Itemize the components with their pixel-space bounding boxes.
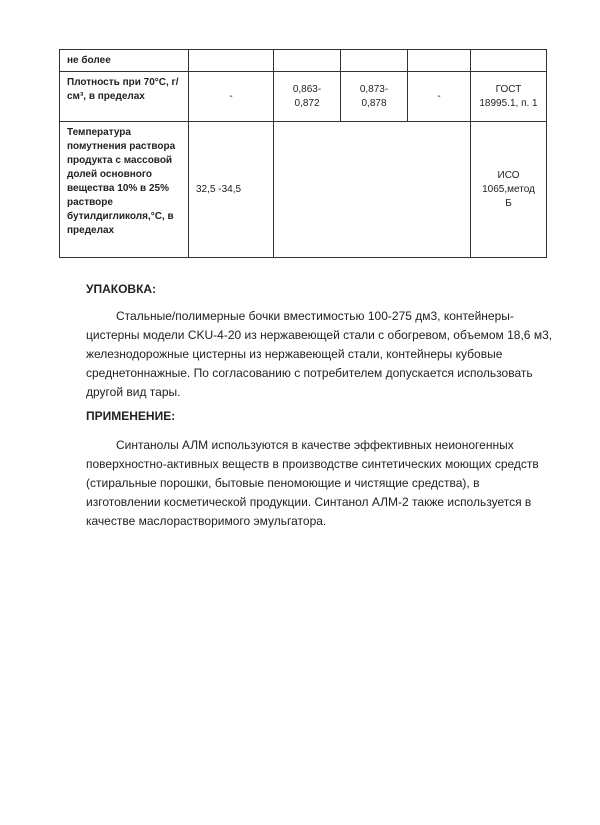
packaging-heading: УПАКОВКА:: [86, 282, 157, 296]
table-row: [60, 72, 547, 122]
table-cell: 0,873-0,878: [341, 72, 408, 122]
table-cell: [189, 50, 274, 72]
row-label: Температура помутнения раствора продукта с массовой долей основного вещества 10% в 25% растворе бутилдигликоля,°С, в пределах: [60, 122, 189, 258]
table-cell: -: [189, 72, 274, 122]
row-label: Плотность при 70°С, г/см³, в пределах: [60, 72, 189, 122]
table-cell: ИСО 1065,метод Б: [471, 122, 547, 258]
table-cell: [274, 50, 341, 72]
table-cell: [341, 50, 408, 72]
table-cell: -: [408, 72, 471, 122]
table-cell-merged: [274, 122, 471, 258]
row-label: не более: [60, 50, 189, 72]
specification-table: [59, 49, 547, 258]
application-heading: ПРИМЕНЕНИЕ:: [86, 409, 176, 423]
packaging-paragraph: Стальные/полимерные бочки вместимостью 100-275 дм3, контейнеры-цистерны модели CKU-4-20 из нержавеющей стали с обогревом, объемом 18,6 м3, железнодорожные цистерны из нержавеющей стали, контейнеры кубовые среднетоннажные. По согласованию с потребителем допускается использовать другой вид тары.: [86, 309, 553, 399]
table-cell: ГОСТ 18995.1, п. 1: [471, 72, 547, 122]
application-paragraph: Синтанолы АЛМ используются в качестве эффективных неионогенных поверхностно-активных веществ в производстве синтетических моющих средств (стиральные порошки, бытовые пеномоющие и чистящие средства), в изготовлении косметической продукции. Синтанол АЛМ-2 также используется в качестве маслорастворимого эмульгатора.: [86, 438, 539, 528]
table-cell: [408, 50, 471, 72]
table-cell: 32,5 -34,5: [189, 122, 274, 258]
table-row: [60, 50, 547, 72]
table-cell: 0,863-0,872: [274, 72, 341, 122]
table-cell: [471, 50, 547, 72]
table-row: [60, 122, 547, 258]
